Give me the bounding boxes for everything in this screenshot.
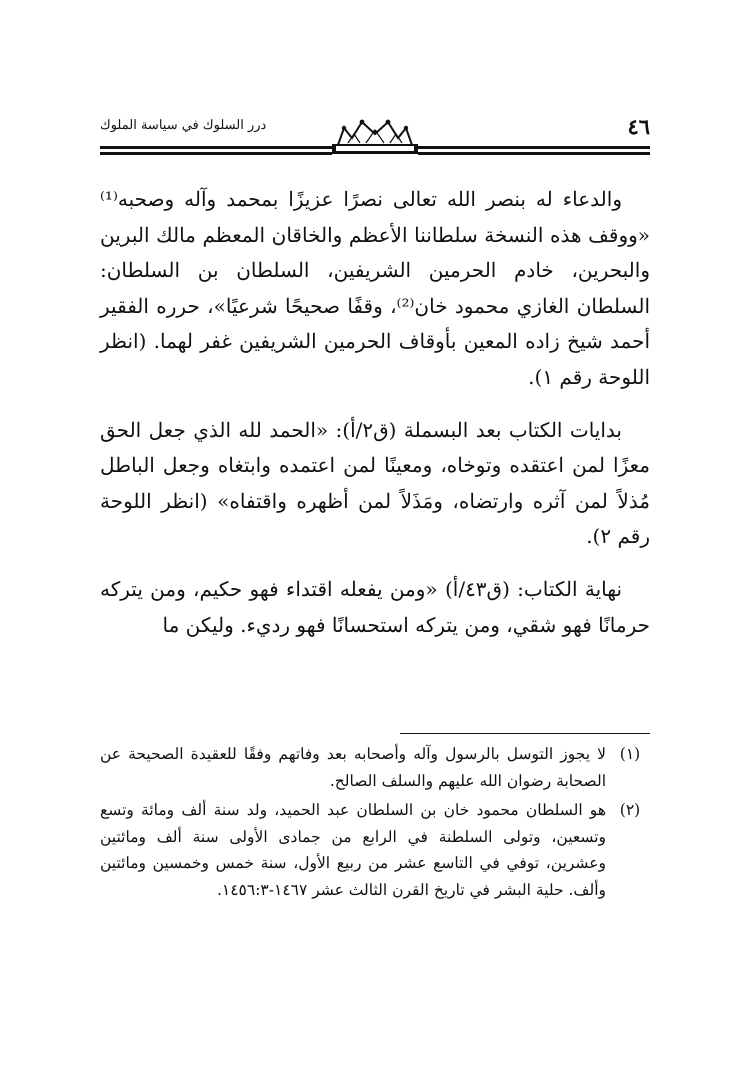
footnote-separator: [400, 733, 650, 734]
paragraph: نهاية الكتاب: (ق٤٣/أ) «ومن يفعله اقتداء فهو حكيم، ومن يتركه حرمانًا فهو شقي، ومن يتركه استحسانًا فهو رديء. وليكن ما: [100, 576, 650, 637]
page-header: [100, 112, 650, 160]
footnotes: [100, 741, 650, 906]
page-number: ٤٦: [627, 114, 650, 139]
footnote-number: (١): [619, 745, 641, 763]
paragraph: بدايات الكتاب بعد البسملة (ق٢/أ): «الحمد لله الذي جعل الحق معزًا لمن اعتقده وتوخاه، ومعينًا لمن اعتمده وابتغاه وجعل الباطل مُذلاً لمن آثره وارتضاه، ومَذَلاً لمن أظهره واقتفاه» (انظر اللوحة رقم ٢).: [100, 417, 650, 549]
footnote-number: (٢): [619, 801, 641, 819]
crown-ornament-icon: [332, 116, 418, 156]
footnote-text: لا يجوز التوسل بالرسول وآله وأصحابه بعد وفاتهم وفقًا للعقيدة الصحيحة عن الصحابة رضوان الله عليهم والسلف الصالح.: [100, 745, 606, 790]
paragraph: والدعاء له بنصر الله تعالى نصرًا عزيزًا بمحمد وآله وصحبه⁽¹⁾ «ووقف هذه النسخة سلطاننا الأعظم والخاقان المعظم مالك البرين والبحرين، خادم الحرمين الشريفين، السلطان بن السلطان: السلطان الغازي محمود خان⁽²⁾، وقفًا صحيحًا شرعيًا»، حرره الفقير أحمد شيخ زاده المعين بأوقاف الحرمين الشريفين غفر لهما. (انظر اللوحة رقم ١).: [100, 187, 650, 389]
footnote: [100, 741, 650, 794]
footnote-text: هو السلطان محمود خان بن السلطان عبد الحميد، ولد سنة ألف ومائة وتسع وتسعين، وتولى السلطنة في الرابع من جمادى الأولى سنة ألف ومائتين وعشرين، توفي في التاسع عشر من ربيع الأول، سنة خمس وخمسين ومائتين وألف. حلية البشر في تاريخ القرن الثالث عشر ١٤٦٧-١٤٥٦:٣.: [100, 801, 606, 899]
footnote: [100, 797, 650, 903]
main-text: [100, 182, 650, 660]
running-title: درر السلوك في سياسة الملوك: [100, 118, 267, 133]
